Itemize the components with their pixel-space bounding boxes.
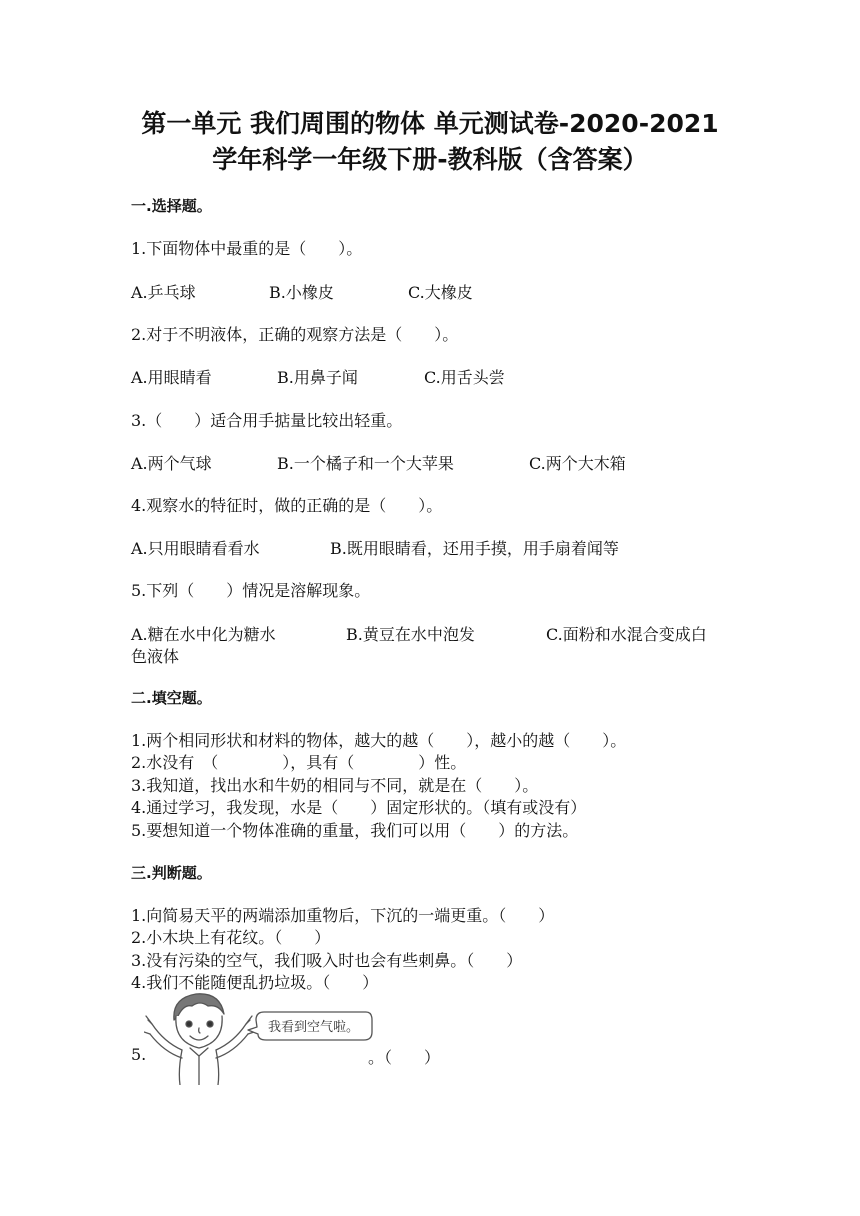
section-1-heading: 一.选择题。: [131, 197, 212, 215]
q3-option-b: B.一个橘子和一个大苹果: [277, 454, 454, 473]
q1-option-c: C.大橡皮: [408, 283, 473, 302]
section-2-heading: 二.填空题。: [131, 689, 212, 707]
question-2-stem: 2.对于不明液体，正确的观察方法是（ ）。: [131, 325, 459, 344]
judge-item-2: 2.小木块上有花纹。（ ）: [131, 928, 331, 947]
q5-option-b: B.黄豆在水中泡发: [346, 625, 475, 644]
q4-option-a: A.只用眼睛看看水: [131, 539, 260, 558]
q2-option-a: A.用眼睛看: [131, 368, 212, 387]
speech-bubble-text: 我看到空气啦。: [268, 1020, 360, 1035]
fill-item-3: 3.我知道，找出水和牛奶的相同与不同，就是在（ ）。: [131, 776, 539, 795]
judge-item-5-tail: 。（ ）: [368, 1048, 441, 1067]
judge-item-1: 1.向简易天平的两端添加重物后，下沉的一端更重。（ ）: [131, 906, 555, 925]
judge-item-5-number: 5.: [131, 1045, 147, 1064]
fill-item-4: 4.通过学习，我发现，水是（ ）固定形状的。（填有或没有）: [131, 798, 587, 817]
q2-option-b: B.用鼻子闻: [277, 368, 358, 387]
title-line-2: 学年科学一年级下册-教科版（含答案）: [212, 145, 648, 174]
section-3-heading: 三.判断题。: [131, 864, 212, 882]
question-4-stem: 4.观察水的特征时，做的正确的是（ ）。: [131, 496, 443, 515]
q5-option-c: C.面粉和水混合变成白: [546, 625, 707, 644]
judge-item-4: 4.我们不能随便乱扔垃圾。（ ）: [131, 973, 379, 992]
fill-item-1: 1.两个相同形状和材料的物体，越大的越（ ），越小的越（ ）。: [131, 731, 627, 750]
q1-option-b: B.小橡皮: [269, 283, 334, 302]
document-title: [0, 106, 860, 178]
q1-option-a: A.乒乓球: [131, 283, 196, 302]
q2-option-c: C.用舌头尝: [424, 368, 505, 387]
q4-option-b: B.既用眼睛看，还用手摸，用手扇着闻等: [330, 539, 619, 558]
fill-item-2: 2.水没有 （ ），具有（ ）性。: [131, 753, 467, 772]
boy-illustration: [144, 990, 374, 1085]
fill-item-5: 5.要想知道一个物体准确的重量，我们可以用（ ）的方法。: [131, 821, 579, 840]
q3-option-a: A.两个气球: [131, 454, 212, 473]
title-line-1: 第一单元 我们周围的物体 单元测试卷-2020-2021: [141, 109, 719, 138]
boy-with-speech-bubble-image: [144, 990, 374, 1085]
q3-option-c: C.两个大木箱: [529, 454, 626, 473]
question-3-stem: 3.（ ）适合用手掂量比较出轻重。: [131, 411, 403, 430]
judge-item-3: 3.没有污染的空气，我们吸入时也会有些刺鼻。（ ）: [131, 951, 523, 970]
q5-option-c-continued: 色液体: [131, 647, 180, 666]
q5-option-a: A.糖在水中化为糖水: [131, 625, 276, 644]
question-5-stem: 5.下列（ ）情况是溶解现象。: [131, 581, 371, 600]
question-1-stem: 1.下面物体中最重的是（ ）。: [131, 239, 363, 258]
